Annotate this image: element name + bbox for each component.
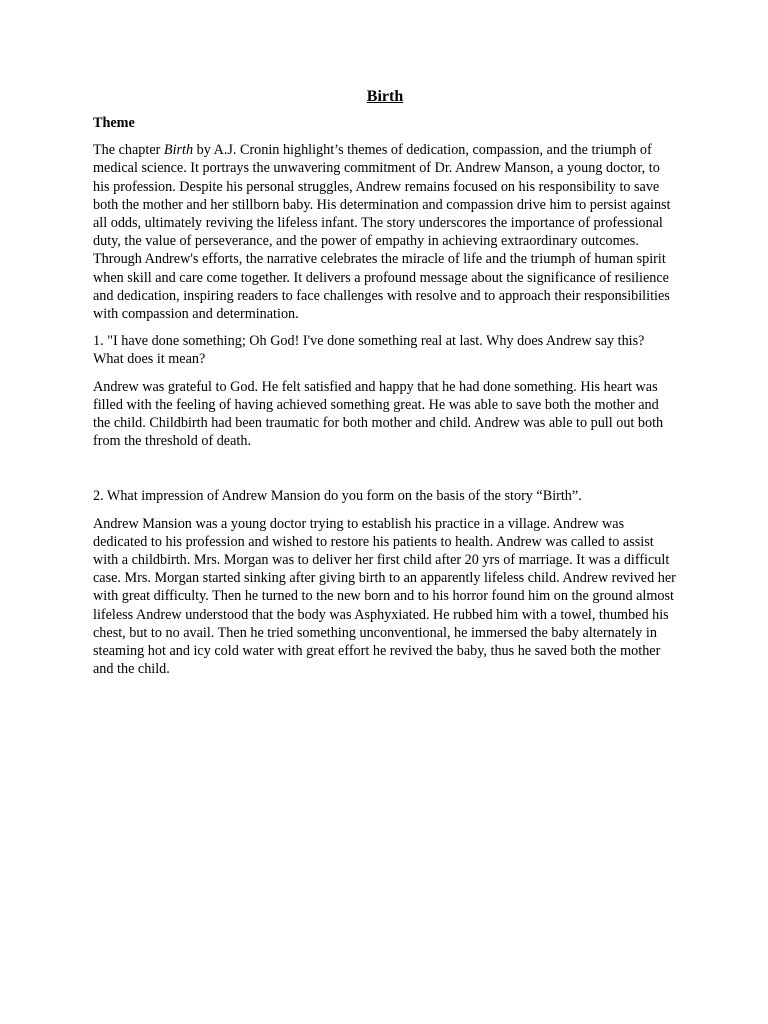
book-title-italic: Birth [163, 142, 194, 159]
answer-1: Andrew was grateful to God. He felt satisfied and happy that he had done something. His heart was filled with the feeling of having achieved something great. He was able to save both the mother and the child. Childbirth had been traumatic for both mother and child. Andrew was able to pull out both from the threshold of death. [93, 378, 664, 450]
answer-2: Andrew Mansion was a young doctor trying to establish his practice in a village. Andrew was dedicated to his profession and wished to restore his patients to health. Andrew was called to assist with a childbirth. Mrs. Morgan was to deliver her first child after 20 yrs of marriage. It was a difficult case. Mrs. Morgan started sinking after giving birth to an apparently lifeless child. Andrew revived her with great difficulty. Then he turned to the new born and to his horror found him on the ground almost lifeless Andrew understood that the body was Asphyxiated. He rubbed him with a towel, thumbed his chest, but to no avail. Then he tried something unconventional, he immersed the baby alternately in steaming hot and icy cold water with great effort he revived the baby, thus he saved both the mother and the child. [93, 515, 676, 678]
document-page [93, 86, 677, 687]
theme-text-rest: by A.J. Cronin highlight’s themes of dedication, compassion, and the triumph of medical science. It portrays the unwavering commitment of Dr. Andrew Manson, a young doctor, to his profession. Despite his personal struggles, Andrew remains focused on his responsibility to save both the mother and her stillborn baby. His determination and compassion drive him to persist against all odds, ultimately reviving the lifeless infant. The story underscores the importance of professional duty, the value of perseverance, and the power of empathy in achieving extraordinary outcomes. Through Andrew's efforts, the narrative celebrates the miracle of life and the triumph of human spirit when skill and care come together. It delivers a profound message about the significance of resilience and dedication, inspiring readers to face challenges with resolve and to approach their responsibilities with compassion and determination. [93, 142, 671, 323]
theme-paragraph [93, 141, 677, 323]
theme-text-start: The chapter [93, 142, 164, 159]
question-2: 2. What impression of Andrew Mansion do you form on the basis of the story “Birth”. [93, 488, 582, 505]
theme-heading: Theme [93, 115, 135, 131]
blank-line [93, 459, 677, 487]
question-1: 1. "I have done something; Oh God! I've done something real at last. Why does Andrew say this? What does it mean? [93, 333, 645, 368]
document-title: Birth [366, 88, 404, 105]
